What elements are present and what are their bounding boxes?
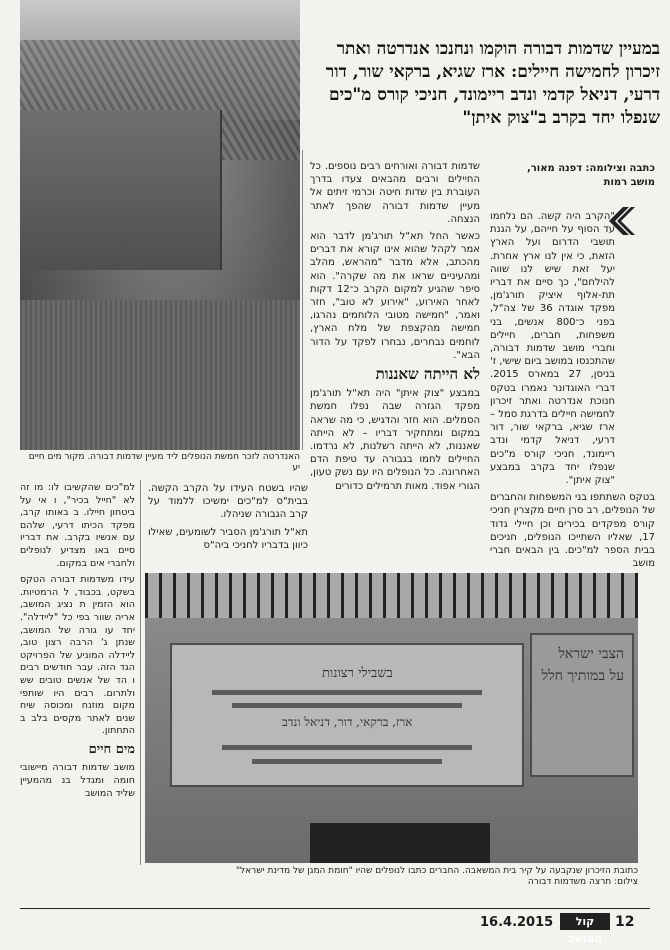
plaque-text-line xyxy=(212,690,482,695)
byline-author: כתבה וצילומה: דפנה מאור, xyxy=(526,163,655,174)
column-left-paragraph-3: מושב שדמות דבורה מיישובי חומה ומגדל בנ מהמעיין שליד המושב xyxy=(20,762,135,799)
column-left xyxy=(20,482,135,804)
memorial-plaque-photo xyxy=(145,573,638,863)
column-lower-paragraph-1: שהיו בשטח העידו על הקרב הקשה. בבית"ס למ"כים ימשיכו ללמוד על קרב הגבורה שניהלו. xyxy=(148,483,308,521)
plaque-text-line xyxy=(232,703,462,708)
photo-fence xyxy=(145,573,638,618)
photo-bottom-caption xyxy=(145,866,638,888)
photo-ground xyxy=(20,300,300,450)
plaque-text-line xyxy=(222,745,472,750)
footer-rule xyxy=(20,908,650,909)
column-left-paragraph-1: למ"כים שהקשיבו לו: מו זה לא "חייל בכיר", ו אי על ביטחון חיילו. ב באותו קרב, מפקד הכיתו דרעי, שלהם עם אנשיו בקרב. את דבריו סיים באו מצדיע לנופלים ולחברי אים במקום. xyxy=(20,482,135,569)
column-left-paragraph-2: עידו משדמות דבורה הטקס בשקט, בכבוד, ל הרמטיות. הוא הזמין ת נציג המושב, אריה שוור בפי כל "ליידלה". יחד עו גורה של המושב, שנתן ג' הרבה רצון טוב, ליידלה המוניע של הפרויקט הגד הזה. עבר חודשים רבים ו הד של אנשים טובים שש ולתרום. רבים היו שותפי מקום מוזנח ומכוסה שיח שנים לאתר מקסים בלב ב התחתון. xyxy=(20,574,135,737)
column-divider xyxy=(302,150,303,450)
column-middle-paragraph-1: שדמות דבורה ואורחים רבים נוספים. כל החיילים ורבים מהבאים צעדו בדרך העוברת בין שדות חיטה וכרמי זיתים אל מעיין שדמות דבורה שהפך לאתר הנצחה. xyxy=(310,161,480,225)
memorial-photo-top xyxy=(20,0,300,450)
photo-credit: צילום: תרצה משדמות דבורה xyxy=(527,877,638,887)
column-right-paragraph-2: בטקס השתתפו בני המשפחות והחברים של הנופלים, רב סרן חיים מקצרין חניכי קורס מפקדים בכירים וכן חיילי גדוד 17, שאליו השתייכו הנופלים, חניכים בבית הספר למ"כים. בין הבאים חברי מושב xyxy=(490,492,655,570)
plaque-side xyxy=(530,633,634,777)
subhead-living-water: מים חיים xyxy=(88,741,135,757)
column-right xyxy=(490,210,655,574)
byline xyxy=(490,162,655,190)
byline-location: מושב רמות xyxy=(603,177,655,188)
subhead-no-complacency: לא הייתה שאננות xyxy=(375,365,480,384)
column-middle-paragraph-2: כאשר החל תא"ל תורג'מן לדבר הוא אמר לקהל שהוא אינו קורא את דברים מהכתב, אלא מדבר "מהראש, מהלב ומהעיניים שראו את מה שקרה". הוא סיפר שהגיע למקום הקרב כ־12 דקות לאחר האירוע, "אירוע לא טוב", חזר ואמר, "חמישה מטובי הלוחמים נהרגו, חמישה מהקצפת של מלח הארץ, לוחמים נבחרים, נבחרו לפקד על הדור הבא". xyxy=(310,231,481,361)
photo-memorial-stone xyxy=(20,110,222,270)
photo-top-caption: האנדרטה לזכר חמשת הנופלים ליד מעיין שדמות דבורה. מקור מים חיים יע xyxy=(28,452,300,473)
column-lower-middle xyxy=(148,482,308,556)
photo-bottom-caption-text: כתובת הזיכרון שנקבעה על קיר בית המשאבה. החברים כתבו לנופלים שהיו "חומת המגן של מדינת ישראל" xyxy=(235,866,638,876)
page-number: 12 xyxy=(615,914,635,930)
memorial-plaque xyxy=(170,643,524,787)
column-middle-paragraph-3: במבצע "צוק איתן" היה תא"ל תורג'מן מפקד הגזרה שבה נפלו חמשת הסמלים. הוא חזר והדגיש, כי מה שראה במקום ומתחקיר דבריו – לא הייתה שאננות, לא הייתה רשלנות, לא נרדמו. החיילים לחמו בגבורה עד טיפת הדם האחרונה. כל הנופלים היו עם נשק טעון, הגורי אפוד. מאות תרמילים כדורים xyxy=(310,388,480,492)
issue-date: 16.4.2015 xyxy=(480,915,554,930)
plaque-side-text: הצבי ישראל על במותיך חלל xyxy=(541,646,624,684)
column-right-paragraph-1: "הקרב היה קשה. הם נלחמו עד הסוף על חייהם, על הגנת תושבי הדרום ועל הארץ הזאת, כי אין לנו ארץ אחרת. יעל זאת שיש לנו שווה להילחם", כך סיים את דבריו תת-אלוף איציק תורג'מן, מפקד אוגדה 36 של צה"ל, בפני כ־800 אנשים, בני משפחות, חברים, חיילים וחברי מושב שדמות דבורה, שהתכנסו במושב ביום שישי, ז' בניסן, 27 במארס 2015. דברי האוגדונר נאמרו בטקס חנוכת אנדרטה ואתר זיכרון לחמישה חיילים בדרגת סמל – ארז שגיא, ברקאי שור, דור דרעי, דניאל קדמי ונדב ריימונד, חניכי קורס מ"כים שנפלו יחד בקרב במבצע "צוק איתן". xyxy=(490,211,616,487)
photo-shadow xyxy=(310,823,490,863)
section-label xyxy=(310,6,660,18)
column-middle xyxy=(310,160,480,497)
plaque-names: ארז, ברקאי, דור, דניאל ונדב xyxy=(282,715,413,729)
column-divider-left xyxy=(140,480,141,865)
headline: במעיין שדמות דבורה הוקמו ונחנכו אנדרטה ואתר זיכרון לחמישה חיילים: ארז שגיא, ברקאי שור, דור דרעי, דניאל קדמי ונדב ריימונד, חניכי קורס מ"כים שנפלו יחד בקרב ב"צוק איתן" xyxy=(325,39,660,128)
plaque-text-line xyxy=(252,759,442,764)
publication-logo: קול המושב xyxy=(560,913,610,930)
column-lower-paragraph-2: תא"ל תורג'מן הסביר לשומעים, שאילו כיוון בדבריו לחניכי ביה"ס xyxy=(148,526,308,551)
plaque-title: בשבילי רצונות xyxy=(322,666,393,681)
